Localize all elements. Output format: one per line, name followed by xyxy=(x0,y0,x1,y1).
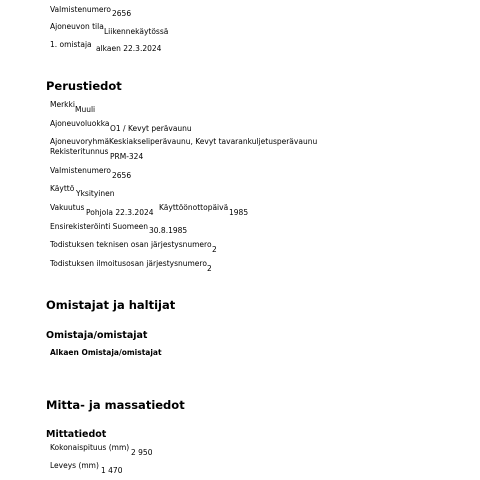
tila-label: Ajoneuvon tila xyxy=(50,22,104,31)
vakuutus-value: Pohjola 22.3.2024 xyxy=(86,208,154,217)
pituus-label: Kokonaispituus (mm) xyxy=(50,443,130,452)
valmistenumero-value-2: 2656 xyxy=(112,171,132,180)
kaytto-value: Yksityinen xyxy=(76,189,115,198)
merkki-value: Muuli xyxy=(75,105,96,114)
kayttoonotto-value: 1985 xyxy=(229,208,249,217)
vakuutus-label: Vakuutus xyxy=(50,203,85,212)
pituus-value: 2 950 xyxy=(131,448,153,457)
valmistenumero-label-2: Valmistenumero xyxy=(50,166,112,175)
tila-value: Liikennekäytössä xyxy=(104,27,169,36)
mittatiedot-subheading: Mittatiedot xyxy=(46,429,107,440)
ilmoitus-value: 2 xyxy=(207,264,212,273)
ilmoitus-label: Todistuksen ilmoitusosan järjestysnumero xyxy=(50,259,207,268)
leveys-label: Leveys (mm) xyxy=(50,461,99,470)
omistajat-subheading: Omistaja/omistajat xyxy=(46,330,148,341)
merkki-label: Merkki xyxy=(50,100,75,109)
mitta-heading: Mitta- ja massatiedot xyxy=(46,398,185,412)
ensirek-label: Ensirekisteröinti Suomeen xyxy=(50,222,149,231)
rekisteri-label: Rekisteritunnus xyxy=(50,147,109,156)
omistaja-label: 1. omistaja xyxy=(50,40,92,49)
luokka-value: O1 / Kevyt perävaunu xyxy=(110,124,192,133)
tekninen-value: 2 xyxy=(212,245,217,254)
rekisteri-value: PRM-324 xyxy=(110,152,144,161)
kaytto-label: Käyttö xyxy=(50,184,75,193)
omistajat-heading: Omistajat ja haltijat xyxy=(46,298,176,312)
ryhma-value: Keskiakseliperävaunu, Kevyt tavarankuljetusperävaunu xyxy=(109,137,318,146)
leveys-value: 1 470 xyxy=(101,466,123,475)
luokka-label: Ajoneuvoluokka xyxy=(50,119,110,128)
perustiedot-heading: Perustiedot xyxy=(46,79,122,93)
valmistenumero-value: 2656 xyxy=(112,9,132,18)
omistaja-value: alkaen 22.3.2024 xyxy=(96,44,162,53)
omistajat-row: Alkaen Omistaja/omistajat xyxy=(50,348,162,357)
ensirek-value: 30.8.1985 xyxy=(149,226,188,235)
ryhma-label: Ajoneuvoryhmä xyxy=(50,137,110,146)
kayttoonotto-label: Käyttöönottopäivä xyxy=(159,203,229,212)
tekninen-label: Todistuksen teknisen osan järjestysnumero xyxy=(50,240,212,249)
valmistenumero-label: Valmistenumero xyxy=(50,5,112,14)
